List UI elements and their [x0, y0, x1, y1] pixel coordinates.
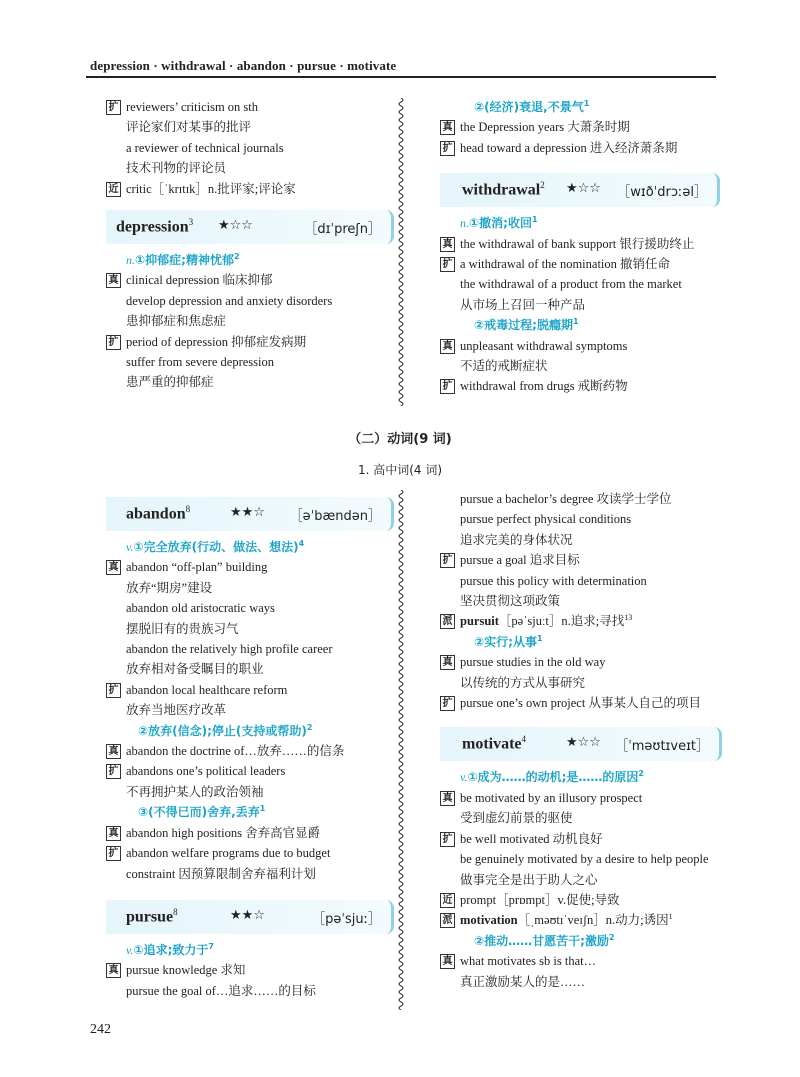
- entry-text: be well motivated 动机良好: [460, 831, 603, 846]
- frequency-stars: ★★☆: [230, 505, 265, 520]
- entry-line: [440, 295, 720, 315]
- tag-zhen: 真: [440, 791, 455, 806]
- sense-label: v.①完全放弃(行动、做法、想法)$^4$: [126, 539, 305, 554]
- entry-line: [106, 179, 394, 199]
- entry-text: pursue perfect physical conditions: [460, 512, 632, 527]
- entry-line: [106, 578, 394, 598]
- tag-zhen: 真: [440, 954, 455, 969]
- pronunciation: ［wɪðˈdrɔːəl］: [617, 185, 707, 201]
- wavy-line: [396, 490, 406, 1010]
- entry-text: 摆脱旧有的贵族习气: [126, 621, 239, 636]
- entry-line: [440, 788, 722, 808]
- entry-text: pursue this policy with determination: [460, 573, 647, 588]
- derivative-entry: 派 pursuit［pəˈsjuːt］n.追求;寻找$^{13}$: [440, 611, 722, 631]
- entry-text: abandon local healthcare reform: [126, 682, 288, 697]
- entry-lines: [440, 234, 720, 316]
- headword: motivate$^4$: [462, 734, 527, 753]
- entry-text: a withdrawal of the nomination 撤销任命: [460, 257, 671, 272]
- entry-text: 做事完全是出于助人之心: [460, 872, 598, 887]
- entry-text: 患抑郁症和焦虑症: [126, 314, 227, 329]
- entry-text: suffer from severe depression: [126, 355, 274, 370]
- entry-text: period of depression 抑郁症发病期: [126, 334, 307, 349]
- entry-text: 评论家们对某事的批评: [126, 120, 252, 135]
- entry-line: [440, 530, 722, 550]
- entry-line: [440, 571, 722, 591]
- entry-line: [106, 639, 394, 659]
- page-number: 242: [90, 1022, 111, 1037]
- entry-lines: [106, 823, 394, 884]
- entry-text: abandon welfare programs due to budget: [126, 846, 331, 861]
- entry-text: pursue the goal of…追求……的目标: [126, 983, 316, 998]
- tag-zhen: 真: [440, 237, 455, 252]
- sense-label: v.①成为……的动机;是……的原因$^2$: [460, 769, 644, 785]
- entry-line: [440, 254, 720, 274]
- pronunciation: ［əˈbændən］: [289, 509, 381, 524]
- entry-text: abandon the relatively high profile career: [126, 642, 333, 657]
- entry-line: [440, 356, 720, 376]
- tag-pai: 派: [440, 913, 455, 928]
- tag-zhen: 真: [106, 744, 121, 759]
- entry-text: pursue one’s own project 从事某人自己的项目: [460, 696, 701, 711]
- entry-line: [106, 557, 394, 577]
- entry-line: [440, 890, 722, 910]
- headword: depression$^3$: [116, 217, 194, 236]
- entry-line: [440, 117, 720, 137]
- entry-text: 患严重的抑郁症: [126, 375, 214, 390]
- tag-jin: 近: [106, 182, 121, 197]
- sense-label: ②放弃(信念);停止(支持或帮助)$^2$: [138, 722, 313, 738]
- entry-lines: [106, 741, 394, 802]
- entry-line: [440, 376, 720, 396]
- sense-label: n.①抑郁症;精神忧郁$^2$: [126, 252, 240, 268]
- entry-text: the Depression years 大萧条时期: [460, 120, 630, 135]
- tag-kuo: 扩: [106, 764, 121, 779]
- headword: pursue$^8$: [126, 906, 178, 926]
- entry-line: [440, 652, 722, 672]
- tag-zhen: 真: [106, 963, 121, 978]
- entry-line: [106, 598, 394, 618]
- tag-kuo: 扩: [106, 683, 121, 698]
- entry-text: abandon old aristocratic ways: [126, 601, 275, 616]
- entry-line: [440, 808, 722, 828]
- entry-line: [106, 332, 394, 352]
- headword-box-depression: [106, 210, 394, 244]
- sense-label: v.①追求;致力于$^7$: [126, 941, 214, 957]
- entry-text: abandon the doctrine of…放弃……的信条: [126, 744, 345, 759]
- headword-box-motivate: [440, 727, 722, 761]
- entry-lines: [106, 270, 394, 392]
- sense-label: ②推动……甘愿苦干;激励$^2$: [474, 932, 615, 948]
- entry-text: prompt［prɒmpt］v.促使;导致: [460, 892, 620, 907]
- entry-line: [106, 291, 394, 311]
- headword-box-pursue: [106, 900, 394, 934]
- column-divider: [396, 490, 406, 1010]
- entry-line: [440, 591, 722, 611]
- entry-text: abandon “off-plan” building: [126, 560, 268, 575]
- entry-text: 不适的戒断症状: [460, 359, 548, 374]
- entry-text: the withdrawal of a product from the market: [460, 277, 682, 292]
- entry-text: 真正激励某人的是……: [460, 974, 586, 989]
- entry-line: [440, 972, 722, 992]
- entry-line: [106, 138, 394, 158]
- tag-kuo: 扩: [440, 553, 455, 568]
- pronunciation: ［dɪˈpreʃn］: [304, 222, 381, 238]
- tag-jin: 近: [440, 893, 455, 908]
- entry-line: [106, 97, 394, 117]
- entry-text: 放弃“期房”建设: [126, 580, 213, 595]
- entry-text: 技术刊物的评论员: [126, 161, 227, 176]
- bottom-right-column: [440, 489, 722, 992]
- entry-text: abandons one’s political leaders: [126, 764, 286, 779]
- entry-line: [106, 117, 394, 137]
- entry-lines: [440, 336, 720, 397]
- entry-lines: [440, 951, 722, 992]
- entry-text: be genuinely motivated by a desire to help people: [460, 852, 709, 867]
- entry-text: 以传统的方式从事研究: [460, 675, 586, 690]
- bottom-left-column: [106, 489, 394, 1001]
- headword: withdrawal$^2$: [462, 180, 545, 199]
- entry-line: [106, 700, 394, 720]
- entry-text: 放弃当地医疗改革: [126, 703, 227, 718]
- entry-line: [106, 960, 394, 980]
- headword: abandon$^8$: [126, 504, 191, 523]
- column-divider: [396, 98, 406, 406]
- frequency-stars: ★★☆: [230, 907, 265, 923]
- sense-label: ③(不得已而)舍弃,丢弃$^1$: [138, 804, 266, 820]
- entry-line: [106, 352, 394, 372]
- entry-line: [440, 849, 722, 869]
- entry-lines: [440, 117, 720, 158]
- tag-kuo: 扩: [440, 141, 455, 156]
- top-left-column: [106, 97, 394, 393]
- entry-text: withdrawal from drugs 戒断药物: [460, 379, 628, 394]
- entry-line: [440, 274, 720, 294]
- entry-text: constraint 因预算限制舍弃福利计划: [126, 866, 316, 881]
- entry-text: abandon high positions 舍弃高官显爵: [126, 825, 321, 840]
- entry-line: [440, 951, 722, 971]
- headword-box-withdrawal: [440, 173, 720, 207]
- entry-text: 放弃相对备受瞩目的职业: [126, 662, 264, 677]
- entry-line: [106, 372, 394, 392]
- pronunciation: ［pəˈsjuː］: [312, 911, 381, 927]
- section-title: （二）动词(9 词): [348, 432, 452, 447]
- entry-line: [106, 864, 394, 884]
- entry-line: [106, 270, 394, 290]
- entry-text: 受到虚幻前景的驱使: [460, 811, 573, 826]
- top-right-column: [440, 97, 720, 397]
- entry-line: [440, 489, 722, 509]
- entry-text: 不再拥护某人的政治领袖: [126, 784, 264, 799]
- entry-line: [440, 138, 720, 158]
- entry-line: [106, 680, 394, 700]
- entry-text: pursue a bachelor’s degree 攻读学士学位: [460, 492, 672, 506]
- entry-line: [440, 673, 722, 693]
- tag-zhen: 真: [106, 560, 121, 575]
- subsection-title: 1. 高中词(4 词): [357, 463, 443, 477]
- entry-line: [106, 619, 394, 639]
- sense-label: ②戒毒过程;脱瘾期$^1$: [474, 317, 579, 333]
- entry-text: develop depression and anxiety disorders: [126, 293, 333, 308]
- entry-line: [440, 693, 722, 713]
- pronunciation: ［ˈməʊtɪveɪt］: [615, 739, 709, 755]
- entry-lines: [106, 557, 394, 720]
- tag-kuo: 扩: [440, 379, 455, 394]
- tag-kuo: 扩: [106, 335, 121, 350]
- entry-line: [106, 761, 394, 781]
- tag-zhen: 真: [106, 826, 121, 841]
- sense-label: ②实行;从事$^1$: [474, 633, 543, 649]
- sense-label: n.①撤消;收回$^1$: [460, 215, 538, 231]
- entry-text: clinical depression 临床抑郁: [126, 273, 273, 288]
- frequency-stars: ★☆☆: [566, 181, 601, 197]
- entry-lines: [440, 489, 722, 611]
- entry-line: [106, 782, 394, 802]
- entry-line: [440, 336, 720, 356]
- entry-line: [106, 659, 394, 679]
- entry-text: the withdrawal of bank support 银行援助终止: [460, 236, 695, 251]
- derivative-entry: 派 motivation［ˌməʊtɪˈveɪʃn］n.动力;诱因$^1$: [440, 910, 722, 930]
- tag-pai: 派: [440, 614, 455, 629]
- entry-text: reviewers’ criticism on sth: [126, 100, 259, 114]
- entry-line: [106, 981, 394, 1001]
- tag-kuo: 扩: [440, 257, 455, 272]
- tag-zhen: 真: [440, 120, 455, 135]
- frequency-stars: ★☆☆: [566, 735, 601, 751]
- entry-lines: [106, 97, 394, 199]
- entry-text: unpleasant withdrawal symptoms: [460, 338, 628, 353]
- sense-label: ②(经济)衰退,不景气$^1$: [474, 99, 590, 114]
- frequency-stars: ★☆☆: [218, 218, 253, 234]
- header-rule: [86, 76, 716, 78]
- entry-text: 坚决贯彻这项政策: [460, 594, 561, 609]
- running-header: depression · withdrawal · abandon · pursue · motivate: [90, 58, 397, 73]
- entry-line: [440, 234, 720, 254]
- entry-line: [106, 741, 394, 761]
- entry-text: pursue knowledge 求知: [126, 963, 246, 978]
- entry-text: be motivated by an illusory prospect: [460, 790, 643, 805]
- entry-line: [106, 843, 394, 863]
- entry-lines: [106, 960, 394, 1001]
- entry-text: critic［ˈkrɪtɪk］n.批评家;评论家: [126, 181, 296, 196]
- entry-text: what motivates sb is that…: [460, 954, 597, 969]
- tag-zhen: 真: [440, 655, 455, 670]
- entry-text: pursue a goal 追求目标: [460, 553, 580, 568]
- tag-kuo: 扩: [106, 846, 121, 861]
- wavy-line: [396, 98, 406, 406]
- entry-line: [440, 829, 722, 849]
- tag-kuo: 扩: [440, 832, 455, 847]
- entry-line: [440, 870, 722, 890]
- entry-text: pursue studies in the old way: [460, 655, 606, 670]
- entry-line: [106, 158, 394, 178]
- entry-text: 追求完美的身体状况: [460, 532, 573, 547]
- entry-text: head toward a depression 进入经济萧条期: [460, 140, 678, 155]
- tag-kuo: 扩: [440, 696, 455, 711]
- entry-line: [106, 311, 394, 331]
- entry-lines: [440, 652, 722, 713]
- entry-text: 从市场上召回一种产品: [460, 297, 586, 312]
- headword-box-abandon: [106, 497, 394, 531]
- tag-kuo: 扩: [106, 100, 121, 115]
- tag-zhen: 真: [106, 273, 121, 288]
- entry-lines: [440, 788, 722, 910]
- entry-line: [440, 550, 722, 570]
- tag-zhen: 真: [440, 339, 455, 354]
- entry-line: [106, 823, 394, 843]
- entry-line: [440, 509, 722, 529]
- entry-text: a reviewer of technical journals: [126, 140, 284, 155]
